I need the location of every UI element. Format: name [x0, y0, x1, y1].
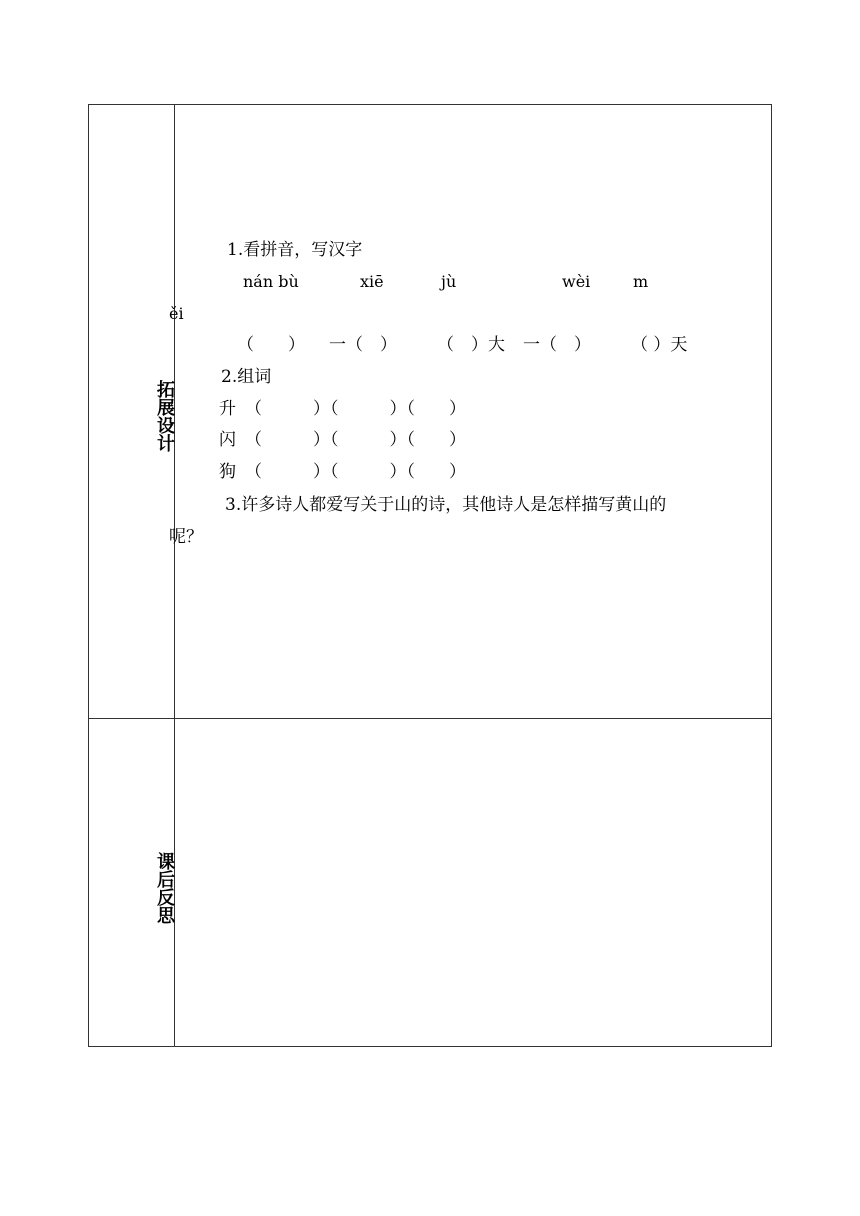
q1-blank-3: （ ）大 — [437, 335, 505, 355]
q2-char-1: 升 — [219, 399, 236, 419]
post-class-reflection-row — [89, 719, 771, 1046]
extension-design-row — [89, 105, 771, 719]
q2-char-3: 狗 — [219, 462, 236, 482]
q1-blank-1: （ ） — [237, 335, 305, 355]
q3-text-line1: 3.许多诗人都爱写关于山的诗，其他诗人是怎样描写黄山的 — [225, 495, 667, 515]
q3-text-line2: 呢？ — [169, 527, 203, 547]
extension-content-cell — [169, 105, 771, 718]
q2-blanks-3: （ ）（ ）（ ） — [245, 462, 466, 482]
post-class-reflection-label: 课后反思 — [154, 852, 175, 924]
q1-blank-4: 一（ ） — [523, 335, 591, 355]
pinyin-4: wèi — [562, 272, 591, 291]
q2-char-2: 闪 — [219, 430, 236, 450]
q1-blank-2: 一（ ） — [329, 335, 397, 355]
q1-title: 1.看拼音，写汉字 — [227, 240, 363, 260]
pinyin-5: m — [633, 272, 649, 291]
pinyin-6: ěi — [169, 304, 184, 323]
extension-design-label: 拓展设计 — [154, 380, 175, 452]
q2-blanks-2: （ ）（ ）（ ） — [245, 430, 466, 450]
lesson-table — [88, 104, 772, 1047]
reflection-label-cell — [89, 719, 175, 1046]
pinyin-3: jù — [441, 272, 457, 291]
q1-blank-5: （ ）天 — [631, 335, 688, 355]
pinyin-2: xiē — [360, 272, 384, 291]
q2-title: 2.组词 — [221, 367, 272, 387]
reflection-content-cell — [175, 719, 771, 1046]
q2-blanks-1: （ ）（ ）（ ） — [245, 399, 466, 419]
extension-label-cell — [89, 105, 175, 718]
pinyin-1: nán bù — [243, 272, 299, 291]
